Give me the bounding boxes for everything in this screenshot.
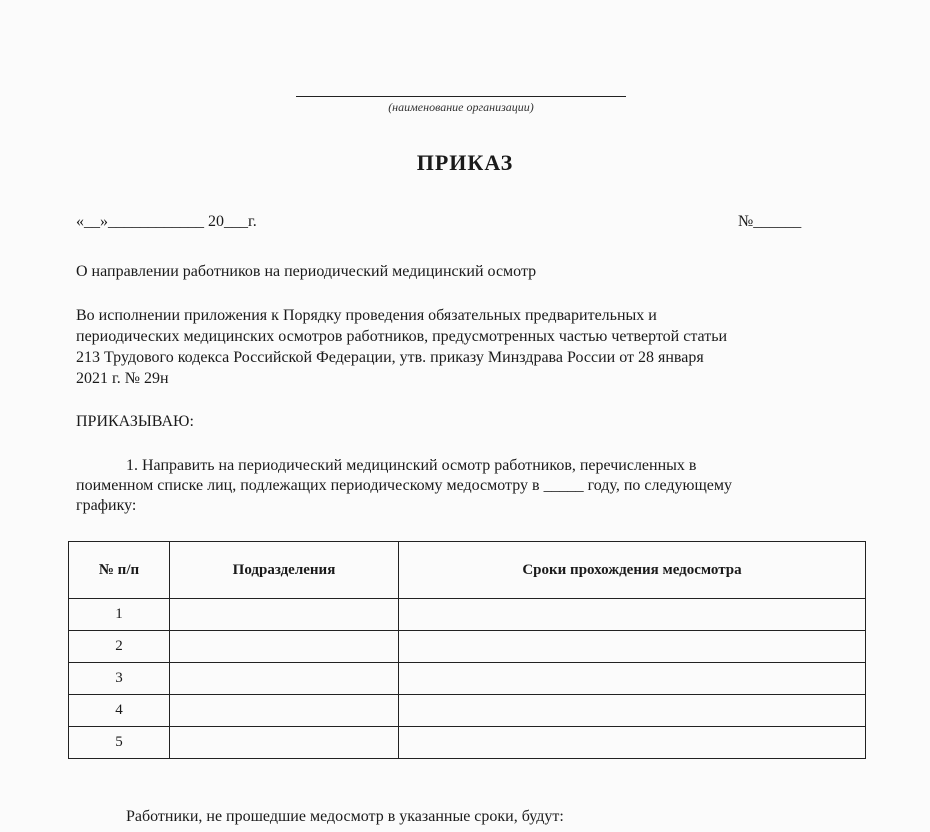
row-number-cell: 1 [69,599,170,631]
order-number: №______ [738,213,802,230]
table-row [69,631,866,663]
row-number-cell: 2 [69,631,170,663]
column-header-dates: Сроки прохождения медосмотра [399,542,866,599]
row-number-cell: 5 [69,727,170,759]
department-cell [170,727,399,759]
department-cell [170,695,399,727]
preamble-line: периодических медицинских осмотров работников, предусмотренных частью четвертой статьи [76,328,728,345]
order-subject: О направлении работников на периодический медицинский осмотр [76,263,537,280]
organization-name-line [296,96,626,97]
order-date: «__»____________ 20___г. [76,213,257,230]
order-item-line: 1. Направить на периодический медицинский осмотр работников, перечисленных в [126,457,697,474]
table-header-row [69,542,866,599]
dates-cell [399,663,866,695]
document-title: ПРИКАЗ [416,150,514,175]
row-number-cell: 3 [69,663,170,695]
order-item-line: поименном списке лиц, подлежащих периодическому медосмотру в _____ году, по следующему [76,477,732,494]
row-number-cell: 4 [69,695,170,727]
dates-cell [399,695,866,727]
dates-cell [399,631,866,663]
table-row [69,663,866,695]
dates-cell [399,727,866,759]
preamble-line: 2021 г. № 29н [76,370,169,387]
dates-cell [399,599,866,631]
footer-text: Работники, не прошедшие медосмотр в указанные сроки, будут: [126,808,564,825]
preamble-paragraph [76,305,846,389]
department-cell [170,599,399,631]
schedule-table [68,541,866,759]
table-row [69,599,866,631]
column-header-department: Подразделения [170,542,399,599]
order-item-1 [76,456,866,516]
table-row [69,695,866,727]
order-item-line: графику: [76,497,137,514]
table-row [69,727,866,759]
preamble-line: 213 Трудового кодекса Российской Федерации, утв. приказу Минздрава России от 28 января [76,349,704,366]
department-cell [170,663,399,695]
department-cell [170,631,399,663]
organization-caption: (наименование организации) [388,100,534,114]
column-header-number: № п/п [69,542,170,599]
order-keyword: ПРИКАЗЫВАЮ: [76,413,194,430]
preamble-line: Во исполнении приложения к Порядку проведения обязательных предварительных и [76,307,657,324]
